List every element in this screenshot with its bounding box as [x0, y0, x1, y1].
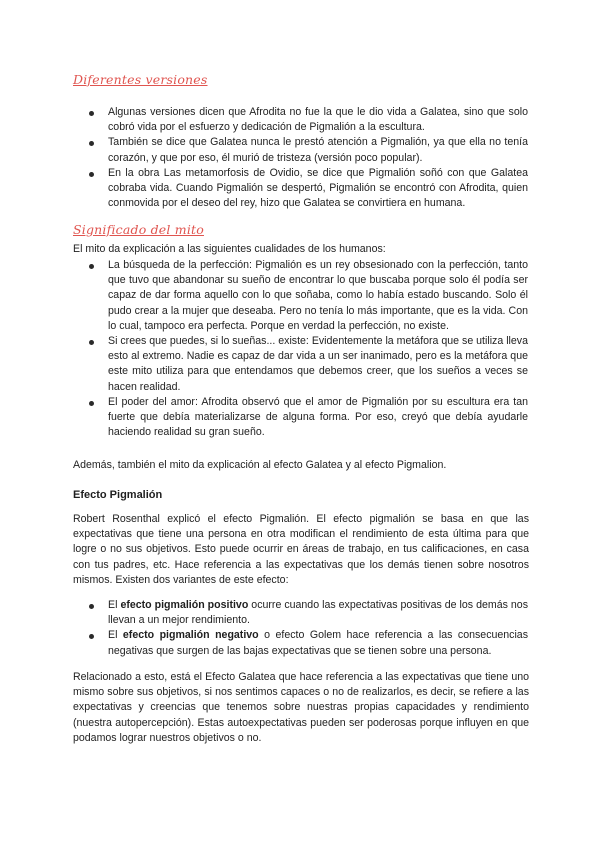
list-item: El poder del amor: Afrodita observó que el amor de Pigmalión por su escultura era tan fuerte que debía materializarse de alguna forma. Por eso, creyó que debía ayudarle haciendo realidad su gran sueño.: [88, 395, 528, 441]
effect-paragraph: Robert Rosenthal explicó el efecto Pigmalión. El efecto pigmalión se basa en que las expectativas que tiene una persona en otra modifican el rendimiento de esta última para que logre o no sus objetivos. Esto puede ocurrir en áreas de trabajo, en tus calificaciones, en casa con tus padres, etc. Hace referencia a las expectativas que los demás tienen sobre nosotros mismos. Existen dos variantes de este efecto:: [73, 513, 529, 586]
heading-versions: Diferentes versiones: [73, 72, 208, 87]
meaning-closing: Además, también el mito da explicación al efecto Galatea y al efecto Pigmalion.: [73, 459, 447, 471]
list-item: Si crees que puedes, si lo sueñas... existe: Evidentemente la metáfora que se utiliza lleva esto al extremo. Nadie es capaz de dar vida a un ser inanimado, pero es la metáfora que este mito utiliza para que entendamos que debemos creer, que los sueños a veces se hacen realidad.: [88, 334, 528, 395]
list-item: El efecto pigmalión positivo ocurre cuando las expectativas positivas de los demás nos llevan a un mejor rendimiento.: [88, 598, 528, 628]
list-item: En la obra Las metamorfosis de Ovidio, se dice que Pigmalión soñó con que Galatea cobraba vida. Cuando Pigmalión se despertó, Pigmalión se encontró con Afrodita, quien conmovida por el deseo del rey, hizo que Galatea se convirtiera en humana.: [88, 166, 528, 212]
meaning-intro: El mito da explicación a las siguientes cualidades de los humanos:: [73, 243, 386, 255]
list-item: También se dice que Galatea nunca le prestó atención a Pigmalión, ya que ella no tenía corazón, y que por eso, él murió de tristeza (versión poco popular).: [88, 135, 528, 165]
heading-meaning: Significado del mito: [73, 222, 204, 237]
list-item: El efecto pigmalión negativo o efecto Golem hace referencia a las consecuencias negativas que surgen de las bajas expectativas que se tienen sobre una persona.: [88, 628, 528, 658]
heading-effect: Efecto Pigmalión: [73, 489, 163, 501]
effect-closing: Relacionado a esto, está el Efecto Galatea que hace referencia a las expectativas que tiene uno mismo sobre sus objetivos, si nos sentimos capaces o no de realizarlos, es decir, se refiere a las expectativas y creencias que tenemos sobre nuestras propias capacidades y rendimiento (nuestra autopercepción). Estas autoexpectativas pueden ser poderosas porque influyen en que podamos lograr nuestros objetivos o no.: [73, 671, 529, 744]
list-item: Algunas versiones dicen que Afrodita no fue la que le dio vida a Galatea, sino que solo cobró vida por el esfuerzo y dedicación de Pigmalión a la escultura.: [88, 105, 528, 135]
versions-list: [88, 105, 528, 211]
meaning-list: [88, 258, 528, 440]
effect-list: [88, 598, 528, 659]
list-item: La búsqueda de la perfección: Pigmalión es un rey obsesionado con la perfección, tanto que tuvo que abandonar su sueño de encontrar lo que buscaba porque solo él podía ser capaz de dar forma aquello con lo que soñaba, como lo había estado buscando. Solo él pudo crear a la mujer que deseaba. Pero no tenía lo más importante, que es la vida. Con lo cual, tampoco era perfecta. Porque en verdad la perfección, no existe.: [88, 258, 528, 334]
